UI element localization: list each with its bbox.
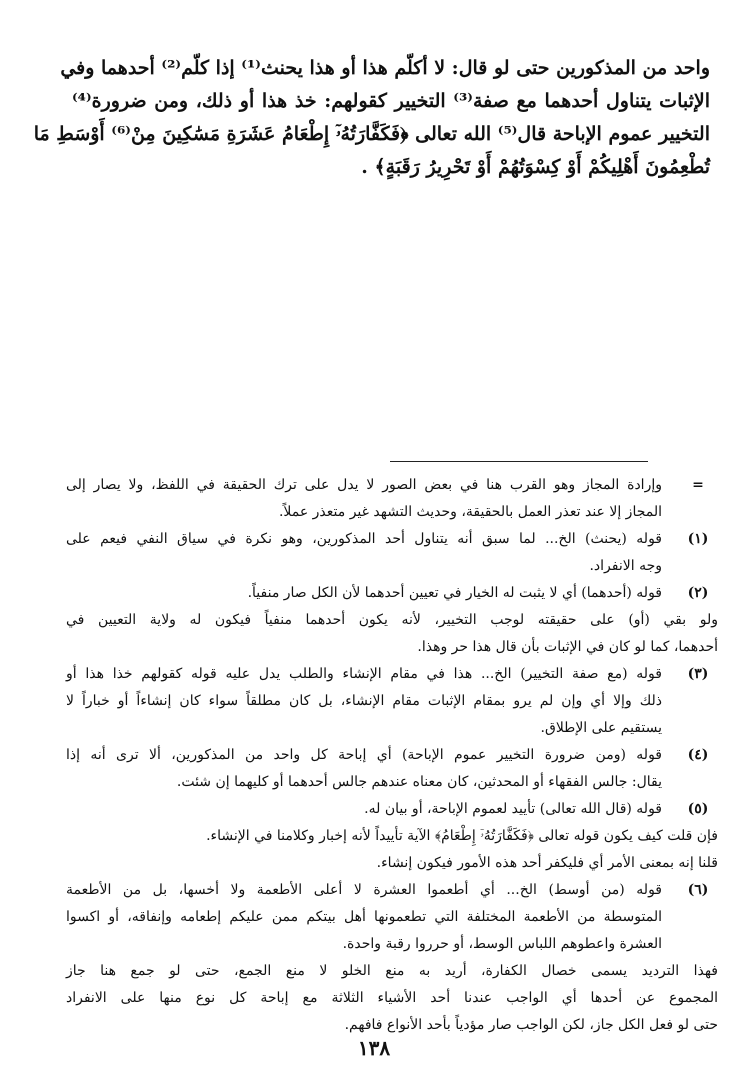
footnote-line: ولو بقي (أو) على حقيقته لوجب التخيير، لأنه يكون أحدهما منفياً فيكون له ولاية التعيين في bbox=[66, 612, 718, 628]
footnote-2 bbox=[66, 580, 718, 661]
footnote-5 bbox=[66, 796, 718, 877]
footnote-6 bbox=[66, 877, 718, 1039]
footnote-line: قوله (من أوسط) الخ... أي أطعموا العشرة لا أعلى الأطعمة ولا أخسها، بل من الأطعمة bbox=[66, 882, 662, 898]
footnote-4 bbox=[66, 742, 718, 796]
footnote-line: قوله (ومن ضرورة التخيير عموم الإباحة) أي إباحة كل واحد من المذكورين، ألا ترى أنه إذا bbox=[66, 747, 662, 763]
footnote-line: حتى لو فعل الكل جاز، لكن الواجب صار مؤدياً بأحد الأنواع فافهم. bbox=[344, 1017, 718, 1033]
footnote-line: المتوسطة من الأطعمة المختلفة التي تطعمونها أهل بيتكم ممن عليكم إطعامه وإنفاقه، أو اكسوا bbox=[66, 909, 662, 925]
footnote-line: فهذا الترديد يسمى خصال الكفارة، أريد به منع الخلو لا منع الجمع، حتى لو جمع هنا جاز bbox=[66, 963, 718, 979]
footnote-line: وإرادة المجاز وهو القرب هنا في بعض الصور لا يدل على ترك الحقيقة في اللفظ، ولا يصار إلى bbox=[66, 477, 662, 493]
page-number: ١٣٨ bbox=[357, 1036, 391, 1060]
footnote-line: العشرة واعطوهم اللباس الوسط، أو حرروا رقبة واحدة. bbox=[342, 936, 662, 952]
main-text bbox=[33, 52, 710, 184]
footnote-line: قوله (مع صفة التخيير) الخ... هذا في مقام الإنشاء والطلب يدل عليه قوله كقولهم خذا هذا أو bbox=[66, 666, 662, 682]
footnote-1 bbox=[66, 526, 718, 580]
footnote-line: قوله (قال الله تعالى) تأييد لعموم الإباحة، أو بيان له. bbox=[364, 801, 662, 817]
footnote-line: يقال: جالس الفقهاء أو المحدثين، كان معناه عندهم جالس أحدهما أو كليهما إن شئت. bbox=[176, 774, 662, 790]
main-line: واحد من المذكورين حتى لو قال: لا أكلّم هذا أو هذا يحنث⁽¹⁾ إذا كلّم⁽²⁾ أحدهما وفي bbox=[60, 57, 710, 79]
footnote-line: قوله (يحنث) الخ... لما سبق أنه يتناول أحد المذكورين، وهو نكرة في سياق النفي فيعم على bbox=[66, 531, 662, 547]
footnote-number: (٤) bbox=[687, 747, 709, 763]
footnote-line: قلنا إنه بمعنى الأمر أي فليكفر أحد هذه الأمور فيكون إنشاء. bbox=[376, 855, 718, 871]
footnote-line: ذلك وإلا أي وإن لم يرو بمقام الإثبات مقام الإنشاء، بل كان مطلقاً سواء كان إنشاءاً أو خباراً لا bbox=[66, 693, 662, 709]
footnote-line: وجه الانفراد. bbox=[589, 558, 662, 574]
footnote-line: المجموع عن أحدها أي الواجب عندنا أحد الأشياء الثلاثة مع إباحة كل نوع منها على الانفراد bbox=[66, 990, 718, 1006]
footnote-line: فإن قلت كيف يكون قوله تعالى ﴿فَكَفَّارَتُهُۥٓ إِطْعَامُ﴾ الآية تأييداً لأنه إخبار وكلامنا في الإنشاء. bbox=[206, 828, 718, 844]
main-line: الإثبات يتناول أحدهما مع صفة⁽³⁾ التخيير كقولهم: خذ هذا أو ذلك، ومن ضرورة⁽⁴⁾ bbox=[72, 90, 710, 112]
footnote-line: المجاز إلا عند تعذر العمل بالحقيقة، وحديث التشهد غير متعذر عملاً. bbox=[278, 504, 662, 520]
main-line: التخيير عموم الإباحة قال⁽⁵⁾ الله تعالى ﴿فَكَفَّارَتُهُۥٓ إِطْعَامُ عَشَرَةِ مَسَٰكِينَ مِنْ⁽⁶⁾ أَوْسَطِ مَا bbox=[33, 123, 710, 145]
footnote-3 bbox=[66, 661, 718, 742]
footnote-line: قوله (أحدهما) أي لا يثبت له الخيار في تعيين أحدهما لأن الكل صار منفياً. bbox=[247, 585, 662, 601]
footnotes bbox=[66, 472, 718, 1039]
footnote-number: (٦) bbox=[687, 882, 709, 898]
footnote-number: (٢) bbox=[687, 585, 709, 601]
continuation-mark: = bbox=[692, 477, 704, 493]
footnote-line: يستقيم على الإطلاق. bbox=[540, 720, 662, 736]
footnote-number: (١) bbox=[687, 531, 709, 547]
footnote-number: (٣) bbox=[687, 666, 709, 682]
footnote-number: (٥) bbox=[687, 801, 709, 817]
footnote-divider bbox=[390, 461, 648, 462]
footnote-continuation bbox=[66, 472, 718, 526]
main-line: تُطْعِمُونَ أَهْلِيكُمْ أَوْ كِسْوَتُهُمْ أَوْ تَحْرِيرُ رَقَبَةٍ﴾ . bbox=[361, 156, 710, 178]
footnote-line: أحدهما، كما لو كان في الإثبات بأن قال هذا حر وهذا. bbox=[417, 639, 718, 655]
